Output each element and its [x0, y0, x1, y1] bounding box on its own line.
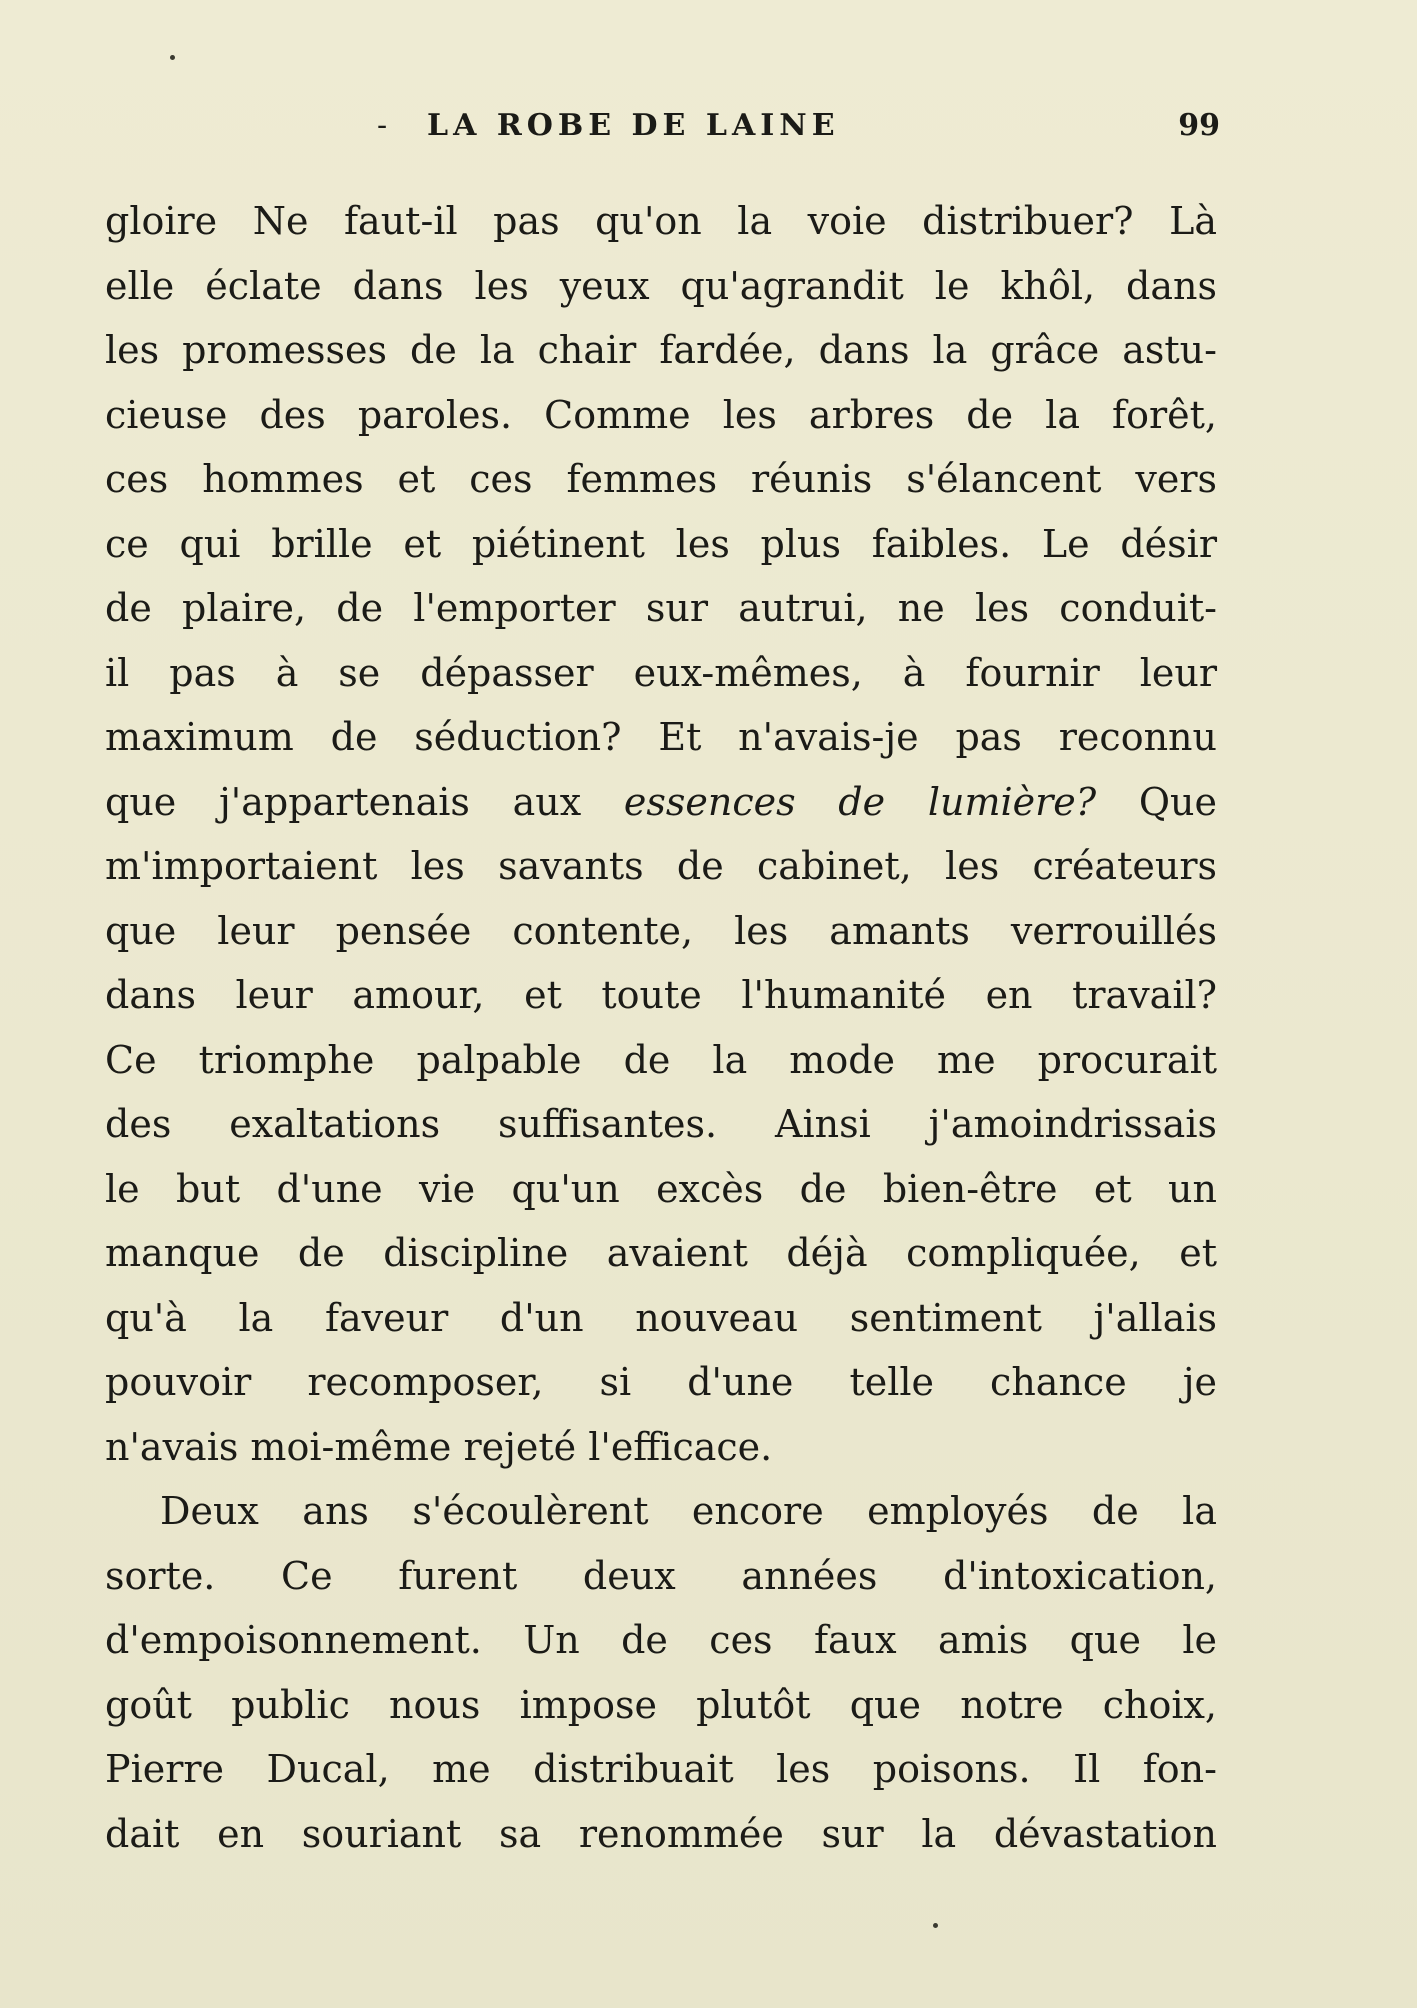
- paragraph-1: [105, 189, 1217, 1479]
- page-number: 99: [1178, 108, 1220, 143]
- text-line: il pas à se dépasser eux-mêmes, à fournir leur: [105, 650, 1217, 695]
- paper-speck: [933, 1923, 938, 1928]
- text-line: Deux ans s'écoulèrent encore employés de la: [160, 1489, 1217, 1533]
- text-line: d'empoisonnement. Un de ces faux amis que le: [105, 1618, 1217, 1662]
- text-line: qu'à la faveur d'un nouveau sentiment j'allais: [105, 1295, 1217, 1340]
- text-line: des exaltations suffisantes. Ainsi j'amoindrissais: [105, 1102, 1217, 1146]
- italic-phrase: essences de lumière?: [623, 779, 1097, 824]
- running-head: [105, 108, 1220, 158]
- text-line: manque de discipline avaient déjà compliquée, et: [105, 1231, 1217, 1275]
- text-line: n'avais moi-même rejeté l'efficace.: [105, 1424, 773, 1469]
- text-segment: Que: [1096, 779, 1217, 824]
- text-line: que leur pensée contente, les amants verrouillés: [105, 908, 1217, 953]
- text-line: m'importaient les savants de cabinet, les créateurs: [105, 844, 1217, 888]
- running-head-title: LA ROBE DE LAINE: [427, 108, 840, 143]
- text-line: sorte. Ce furent deux années d'intoxication,: [105, 1553, 1217, 1598]
- text-line: ce qui brille et piétinent les plus faibles. Le désir: [105, 521, 1217, 566]
- text-line: gloire Ne faut-il pas qu'on la voie distribuer? Là: [105, 199, 1217, 243]
- text-segment: que j'appartenais aux: [105, 779, 624, 824]
- paper-speck: [170, 55, 175, 60]
- text-line: ces hommes et ces femmes réunis s'élancent vers: [105, 457, 1217, 501]
- running-head-dash: -: [377, 108, 393, 143]
- text-line: maximum de séduction? Et n'avais-je pas reconnu: [105, 715, 1217, 759]
- text-line: de plaire, de l'emporter sur autrui, ne les conduit-: [105, 586, 1217, 630]
- text-line: Pierre Ducal, me distribuait les poisons. Il fon-: [105, 1747, 1217, 1791]
- text-line: Ce triomphe palpable de la mode me procurait: [105, 1037, 1217, 1082]
- text-line: [105, 770, 1217, 835]
- text-line: pouvoir recomposer, si d'une telle chance je: [105, 1360, 1217, 1404]
- text-line: le but d'une vie qu'un excès de bien-être et un: [105, 1166, 1217, 1211]
- text-line: elle éclate dans les yeux qu'agrandit le khôl, dans: [105, 263, 1217, 308]
- body-text: [105, 189, 1217, 1866]
- text-line: dans leur amour, et toute l'humanité en travail?: [105, 973, 1217, 1017]
- text-line: les promesses de la chair fardée, dans la grâce astu-: [105, 328, 1217, 372]
- text-line: cieuse des paroles. Comme les arbres de la forêt,: [105, 392, 1217, 437]
- paragraph-2: [105, 1479, 1217, 1866]
- text-line: goût public nous impose plutôt que notre choix,: [105, 1682, 1217, 1727]
- text-line: dait en souriant sa renommée sur la dévastation: [105, 1811, 1217, 1856]
